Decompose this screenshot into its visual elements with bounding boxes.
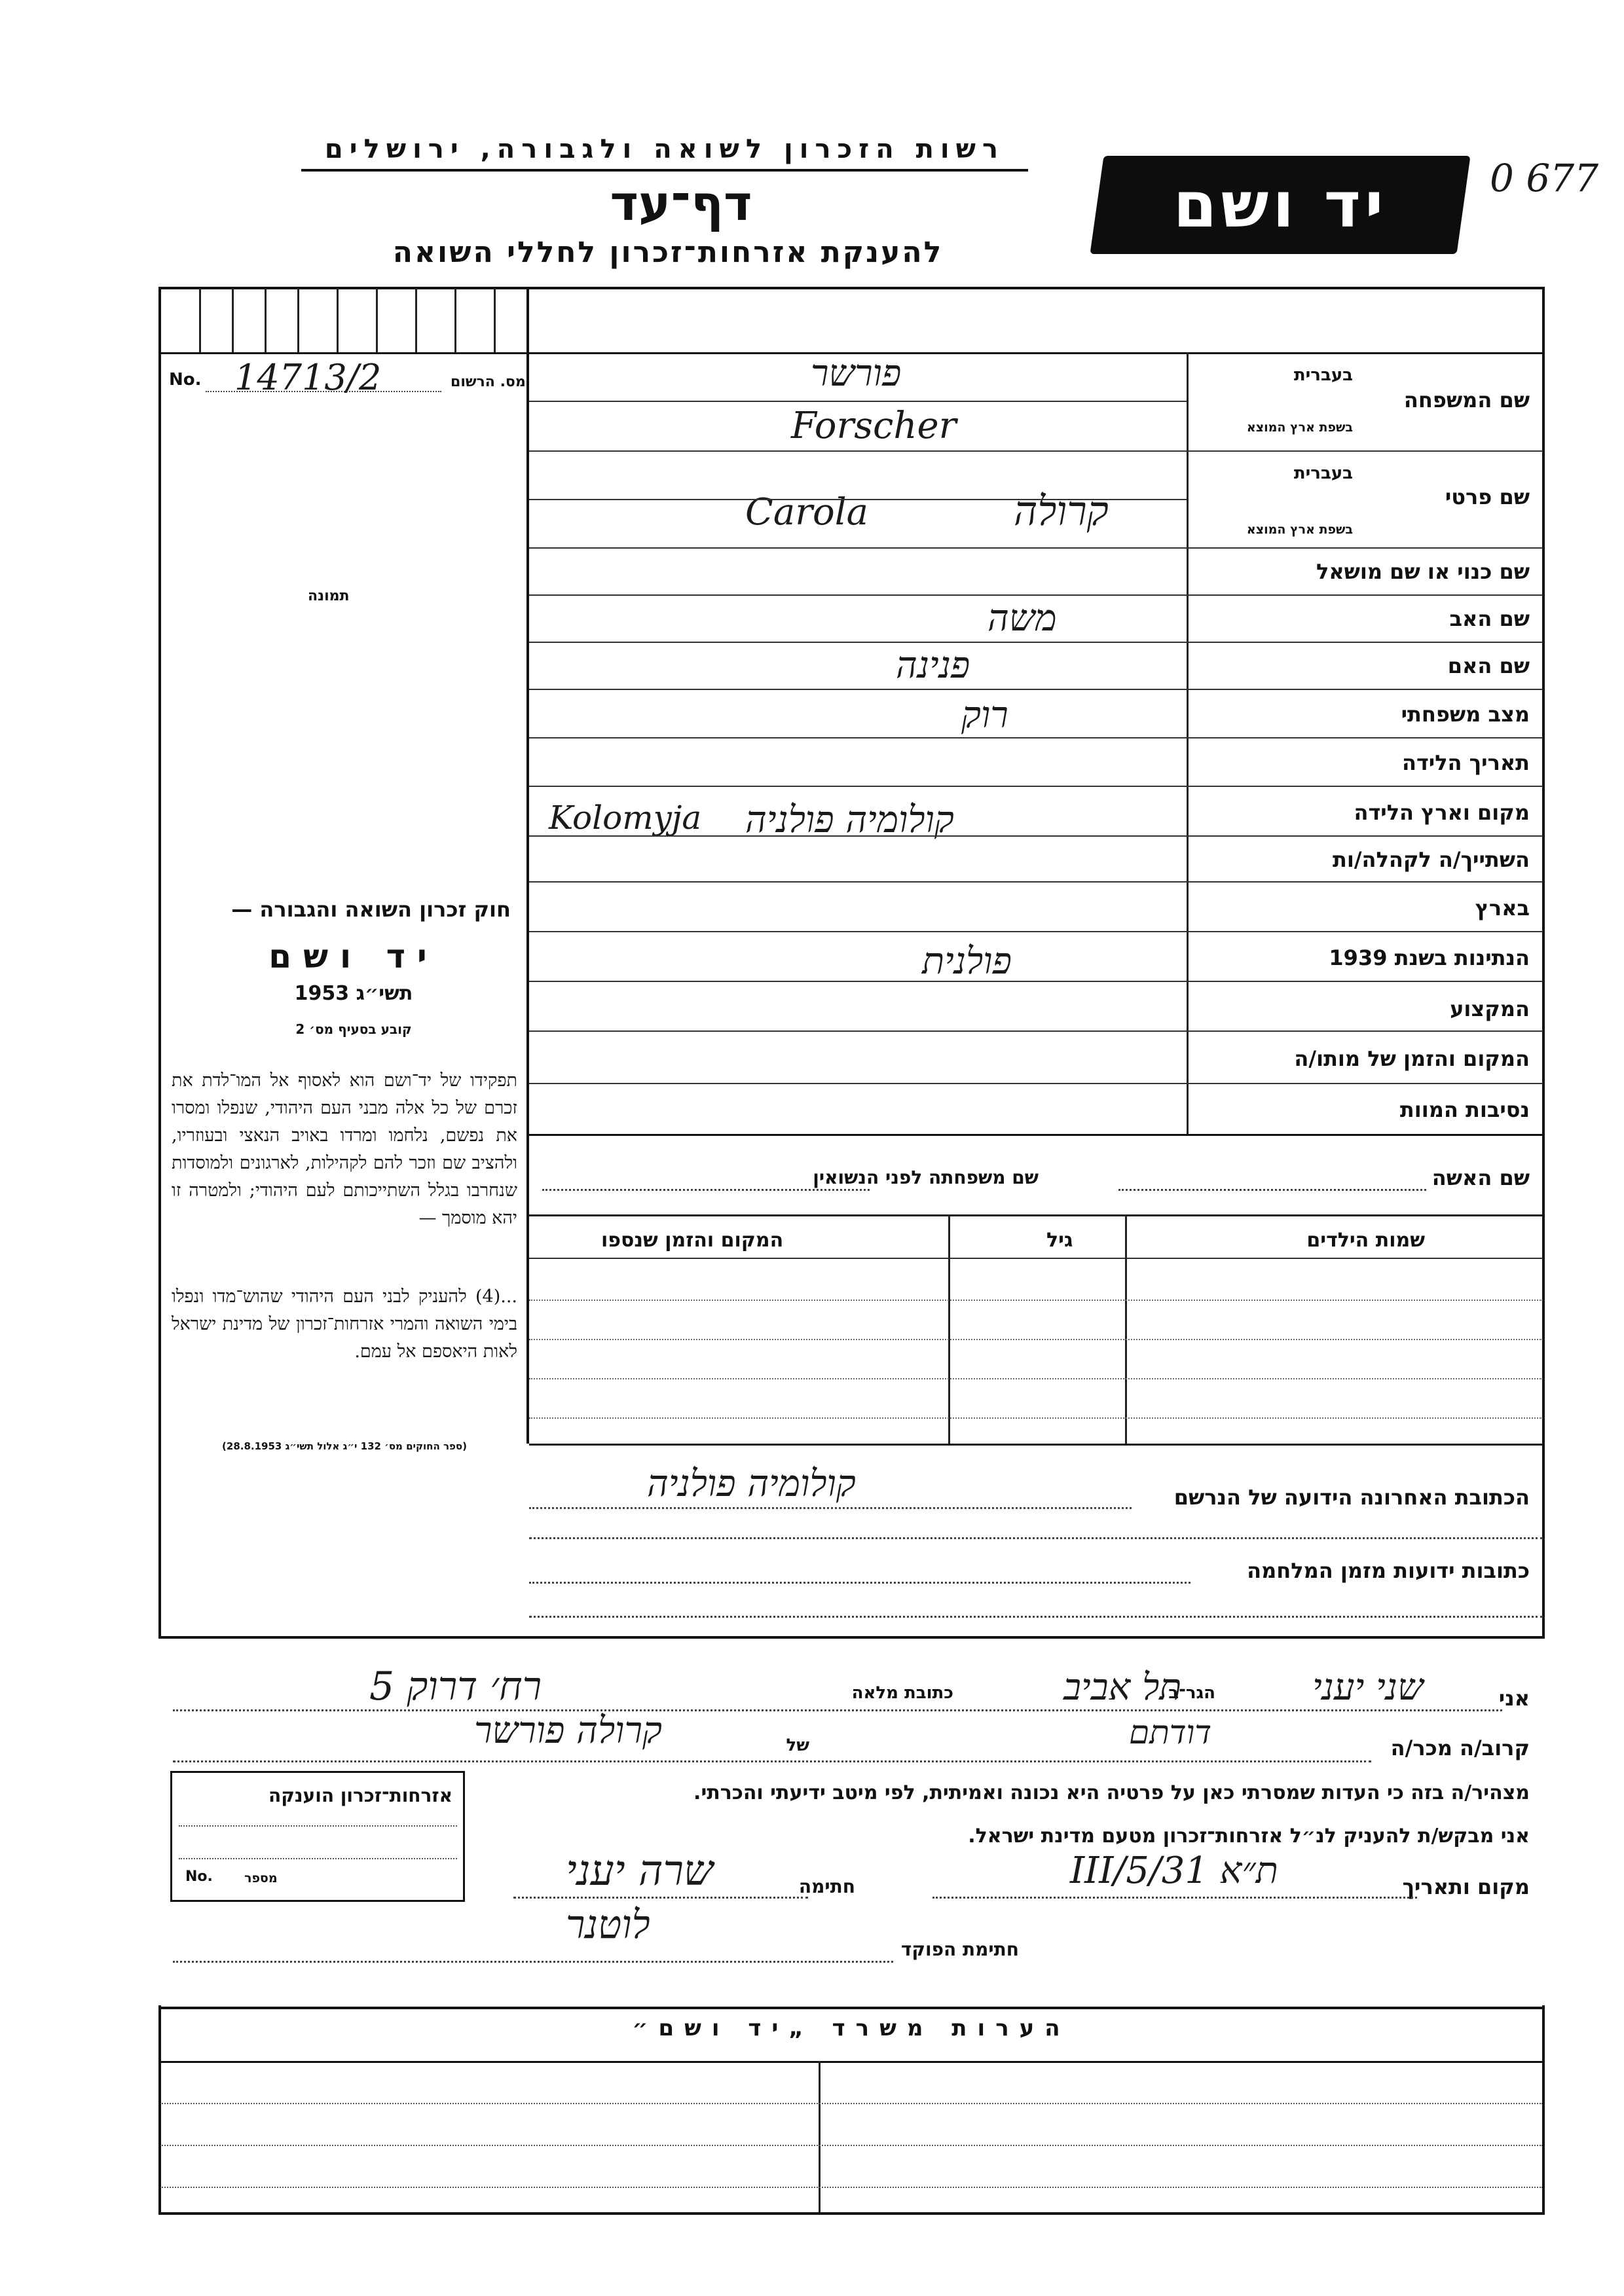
children-col-place: המקום והזמן שנספו	[601, 1229, 784, 1252]
birth-date-label: תאריך הלידה	[1401, 750, 1530, 775]
last-address-value[interactable]: קולומיה פולניה	[647, 1463, 856, 1505]
family-name-row	[529, 354, 1543, 452]
mother-name-label: שם האם	[1447, 653, 1530, 678]
mother-name-value[interactable]: פנינה	[896, 644, 970, 687]
children-col-age: גיל	[1046, 1229, 1073, 1252]
declarant-city[interactable]: תל אביב	[1063, 1666, 1182, 1709]
reg-number: 14713/2	[234, 357, 382, 398]
last-address-row	[529, 1453, 1543, 1539]
first-name-hebrew-value[interactable]: קרולה	[1014, 487, 1109, 535]
slot-strip	[160, 288, 526, 352]
corner-code: 0 677	[1490, 156, 1599, 200]
birth-date-row	[529, 738, 1543, 787]
logo-text: יד ושם	[1173, 168, 1388, 242]
birth-place-label: מקום וארץ הלידה	[1354, 800, 1530, 825]
marital-status-value[interactable]: רוק	[961, 694, 1008, 737]
marital-status-label: מצב משפחתי	[1401, 702, 1530, 727]
father-name-value[interactable]: משה	[987, 597, 1057, 640]
declarant-resident-label: הגר־ב	[1168, 1683, 1215, 1703]
war-address-label: כתובות ידועות מזמן המלחמה	[1247, 1558, 1530, 1583]
first-name-row	[529, 452, 1543, 550]
registration-number-field[interactable]	[169, 357, 526, 403]
birth-place-row	[529, 787, 1543, 841]
birth-place-hebrew-value[interactable]: קולומיה פולניה	[745, 799, 954, 841]
wife-maiden-label: שם משפחתה לפני הנשואין	[813, 1167, 1039, 1188]
org-line-underline	[301, 169, 1028, 172]
mother-name-row	[529, 643, 1543, 690]
signature-value[interactable]: שרה יעני	[566, 1847, 714, 1895]
law-name: יד ושם	[268, 938, 439, 975]
law-clause: קובע בסעיף מס׳ 2	[295, 1021, 412, 1037]
place-date-value[interactable]: ת״א 31/III/5	[1070, 1850, 1278, 1892]
stamp-box-no-label: No.	[185, 1868, 213, 1885]
profession-label: המקצוע	[1450, 996, 1530, 1021]
officer-signature[interactable]: לוטנר	[566, 1902, 650, 1948]
signature-label: חתימה	[798, 1876, 855, 1897]
death-circumstances-label: נסיבות המוות	[1399, 1097, 1530, 1122]
death-place-time-row	[529, 1032, 1543, 1084]
children-table-bottom	[529, 1444, 1543, 1446]
yad-vashem-logo	[1090, 156, 1470, 254]
nickname-label: שם כנוי או שם מושאל	[1316, 559, 1530, 584]
request-text: אני מבקש/ת להעניק לנ״ל אזרחות־זכרון מטעם מדינת ישראל.	[968, 1825, 1530, 1848]
declarant-name[interactable]: שני יעני	[1312, 1666, 1424, 1709]
country-row	[529, 883, 1543, 932]
law-source: (ספר החוקים מס׳ 132 י״ג אלול תשי״ג 28.8.1953)	[222, 1440, 467, 1452]
profession-row	[529, 982, 1543, 1032]
office-title: הערות משרד „יד ושם״	[632, 2015, 1071, 2041]
family-name-native-value[interactable]: Forscher	[791, 405, 957, 447]
citizenship-row	[529, 932, 1543, 982]
reg-mas-label: מס. הרשום	[451, 374, 526, 390]
father-name-row	[529, 596, 1543, 643]
father-name-label: שם האב	[1449, 606, 1530, 631]
family-name-hebrew-sublabel: בעברית	[1293, 365, 1353, 385]
first-name-native-value[interactable]: Carola	[745, 491, 869, 534]
first-name-label: שם פרטי	[1445, 484, 1530, 509]
country-label: בארץ	[1475, 896, 1530, 920]
wife-label: שם האשה	[1431, 1165, 1530, 1190]
last-address-label: הכתובת האחרונה הידועה של הנרשם	[1173, 1485, 1530, 1510]
nickname-row	[529, 549, 1543, 596]
law-year: תשי״ג 1953	[294, 982, 413, 1005]
declarant-address[interactable]: רח׳ דרוק 5	[369, 1664, 542, 1709]
child-row-4[interactable]	[529, 1417, 1543, 1419]
children-col-names: שמות הילדים	[1306, 1229, 1425, 1252]
child-row-3[interactable]	[529, 1378, 1543, 1379]
declarant-relation[interactable]: דודתם	[1129, 1713, 1212, 1751]
citizenship-label: הנתינות בשנת 1939	[1329, 945, 1530, 970]
law-paragraph-1: תפקידו של יד־ושם הוא לאסוף אל המו־לדת את זכרם של כל אלה מבני העם היהודי, שנפלו ומסרו את נפשם, נלחמו ומרדו באויב הנאצי ובעוזריו, ולהציב שם וזכר להם לקהילות, לארגונים ולמוסדות שנחרבו בגלל השתייכותם לעם היהודי; ולמטרה זו יהא מוסמך —	[172, 1070, 517, 1228]
declarant-address-label: כתובת מלאה	[851, 1683, 953, 1703]
citizenship-value[interactable]: פולנית	[922, 940, 1012, 983]
death-place-time-label: המקום והזמן של מותו/ה	[1294, 1046, 1530, 1071]
wife-maiden-field[interactable]	[542, 1189, 870, 1191]
child-row-2[interactable]	[529, 1339, 1543, 1340]
form-title: דף־עד	[610, 175, 752, 232]
community-row	[529, 837, 1543, 883]
marital-status-row	[529, 690, 1543, 738]
family-name-label: שם המשפחה	[1403, 388, 1530, 412]
first-name-native-sublabel: בשפת ארץ המוצא	[1246, 522, 1353, 537]
declarant-i-label: אני	[1498, 1686, 1530, 1711]
death-circumstances-row	[529, 1084, 1543, 1135]
wife-row	[529, 1159, 1543, 1205]
first-name-hebrew-sublabel: בעברית	[1293, 464, 1353, 483]
declarant-of-name[interactable]: קרולה פורשר	[474, 1709, 662, 1752]
photo-label: תמונה	[308, 588, 350, 604]
child-row-1[interactable]	[529, 1300, 1543, 1301]
law-title: חוק זכרון השואה והגבורה —	[231, 897, 511, 922]
war-address-field[interactable]	[529, 1582, 1190, 1584]
declaration-text: מצהיר/ה בזה כי העדות שמסרתי כאן על פרטיה היא נכונה ואמיתית, לפי מיטב ידיעתי והכרתי.	[693, 1781, 1530, 1804]
citizenship-stamp-box	[170, 1771, 465, 1902]
family-name-native-sublabel: בשפת ארץ המוצא	[1246, 420, 1353, 435]
form-subtitle: להענקת אזרחות־זכרון לחללי השואה	[392, 236, 944, 269]
stamp-box-title: אזרחות־זכרון הוענקה	[268, 1785, 452, 1806]
war-address-row	[529, 1552, 1543, 1637]
community-label: השתייך/ה לקהלה/ות	[1332, 847, 1530, 872]
birth-place-native-value[interactable]: Kolomyja	[549, 799, 702, 837]
wife-name-field[interactable]	[1118, 1189, 1426, 1191]
children-table	[529, 1214, 1543, 1444]
declarant-relative-label: קרוב/ה מכר/ה	[1390, 1736, 1530, 1760]
declarant-section	[160, 1640, 1543, 2007]
reg-no-label: No.	[169, 370, 202, 390]
org-line: רשות הזכרון לשואה ולגבורה, ירושלים	[324, 134, 1005, 164]
place-date-label: מקום ותאריך	[1402, 1874, 1530, 1899]
officer-label: חתימת הפוקד	[900, 1939, 1019, 1960]
stamp-box-number-label: מספר	[244, 1871, 278, 1886]
family-name-hebrew-value[interactable]: פורשר	[811, 352, 902, 395]
declarant-of-label: של	[786, 1736, 809, 1755]
office-section-frame	[158, 2005, 1545, 2215]
law-paragraph-2: ...(4) להעניק לבני העם היהודי שהוש־מדו ונפלו בימי השואה והמרי אזרחות־זכרון של מדינת ישראל לאות היאספם אל עמם.	[172, 1286, 517, 1362]
